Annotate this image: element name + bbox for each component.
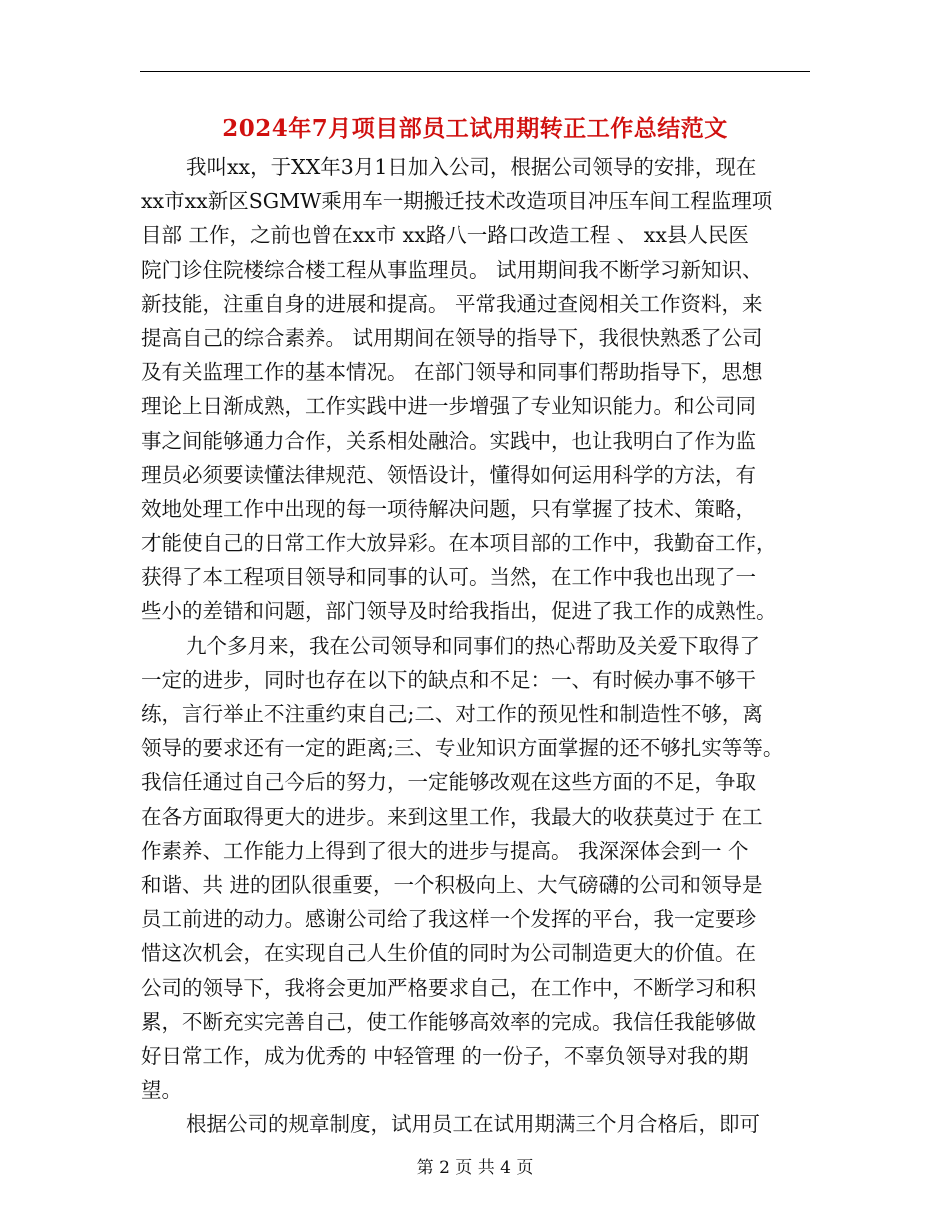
page-footer: 第 2 页 共 4 页 (416, 1158, 534, 1178)
body-line: 才能使自己的日常工作大放异彩。在本项目部的工作中，我勤奋工作， (141, 531, 777, 556)
body-line: 好日常工作，成为优秀的 中轻管理 的一份子，不辜负领导对我的期 (141, 1043, 749, 1068)
body-line: 目部 工作，之前也曾在xx市 xx路八一路口改造工程 、 xx县人民医 (141, 223, 749, 248)
body-line: 我叫xx，于XX年3月1日加入公司，根据公司领导的安排，现在 (186, 155, 757, 179)
body-line: 理论上日渐成熟，工作实践中进一步增强了专业知识能力。和公司同 (141, 394, 756, 419)
body-line: 及有关监理工作的基本情况。 在部门领导和同事们帮助指导下，思想 (141, 360, 763, 385)
body-line: xx市xx新区SGMW乘用车一期搬迁技术改造项目冲压车间工程监理项 (141, 189, 773, 214)
body-line: 新技能，注重自身的进展和提高。 平常我通过查阅相关工作资料，来 (141, 291, 763, 316)
header-rule (140, 71, 810, 72)
body-line: 和谐、共 进的团队很重要，一个积极向上、大气磅礴的公司和领导是 (141, 872, 763, 897)
body-line: 一定的进步，同时也存在以下的缺点和不足：一、有时候办事不够干 (141, 667, 756, 692)
body-line: 公司的领导下，我将会更加严格要求自己，在工作中，不断学习和积 (141, 975, 756, 1000)
body-line: 员工前进的动力。感谢公司给了我这样一个发挥的平台，我一定要珍 (141, 907, 756, 932)
body-line: 九个多月来，我在公司领导和同事们的热心帮助及关爱下取得了 (186, 633, 760, 658)
body-line: 事之间能够通力合作，关系相处融洽。实践中，也让我明白了作为监 (141, 428, 756, 453)
body-line: 获得了本工程项目领导和同事的认可。当然，在工作中我也出现了一 (141, 565, 756, 590)
body-line: 望。 (141, 1078, 182, 1103)
document-title: 2024年7月项目部员工试用期转正工作总结范文 (222, 115, 728, 142)
body-line: 我信任通过自己今后的努力，一定能够改观在这些方面的不足，争取 (141, 770, 756, 795)
body-line: 惜这次机会，在实现自己人生价值的同时为公司制造更大的价值。在 (141, 941, 756, 966)
body-line: 院门诊住院楼综合楼工程从事监理员。 试用期间我不断学习新知识、 (141, 257, 763, 282)
body-line: 练，言行举止不注重约束自己;二、对工作的预见性和制造性不够，离 (141, 702, 763, 726)
body-line: 在各方面取得更大的进步。来到这里工作，我最大的收获莫过于 在工 (141, 804, 763, 829)
body-line: 些小的差错和问题，部门领导及时给我指出，促进了我工作的成熟性。 (141, 599, 777, 624)
body-line: 作素养、工作能力上得到了很大的进步与提高。 我深深体会到一 个 (141, 838, 749, 863)
body-line: 领导的要求还有一定的距离;三、专业知识方面掌握的还不够扎实等等。 (141, 736, 784, 761)
body-line: 累，不断充实完善自己，使工作能够高效率的完成。我信任我能够做 (141, 1009, 756, 1034)
body-line: 根据公司的规章制度，试用员工在试用期满三个月合格后，即可 (186, 1112, 760, 1137)
body-line: 提高自己的综合素养。 试用期间在领导的指导下，我很快熟悉了公司 (141, 325, 763, 350)
body-line: 理员必须要读懂法律规范、领悟设计，懂得如何运用科学的方法，有 (141, 462, 756, 487)
document-body (141, 150, 811, 1141)
body-line: 效地处理工作中出现的每一项待解决问题，只有掌握了技术、策略， (141, 496, 756, 521)
